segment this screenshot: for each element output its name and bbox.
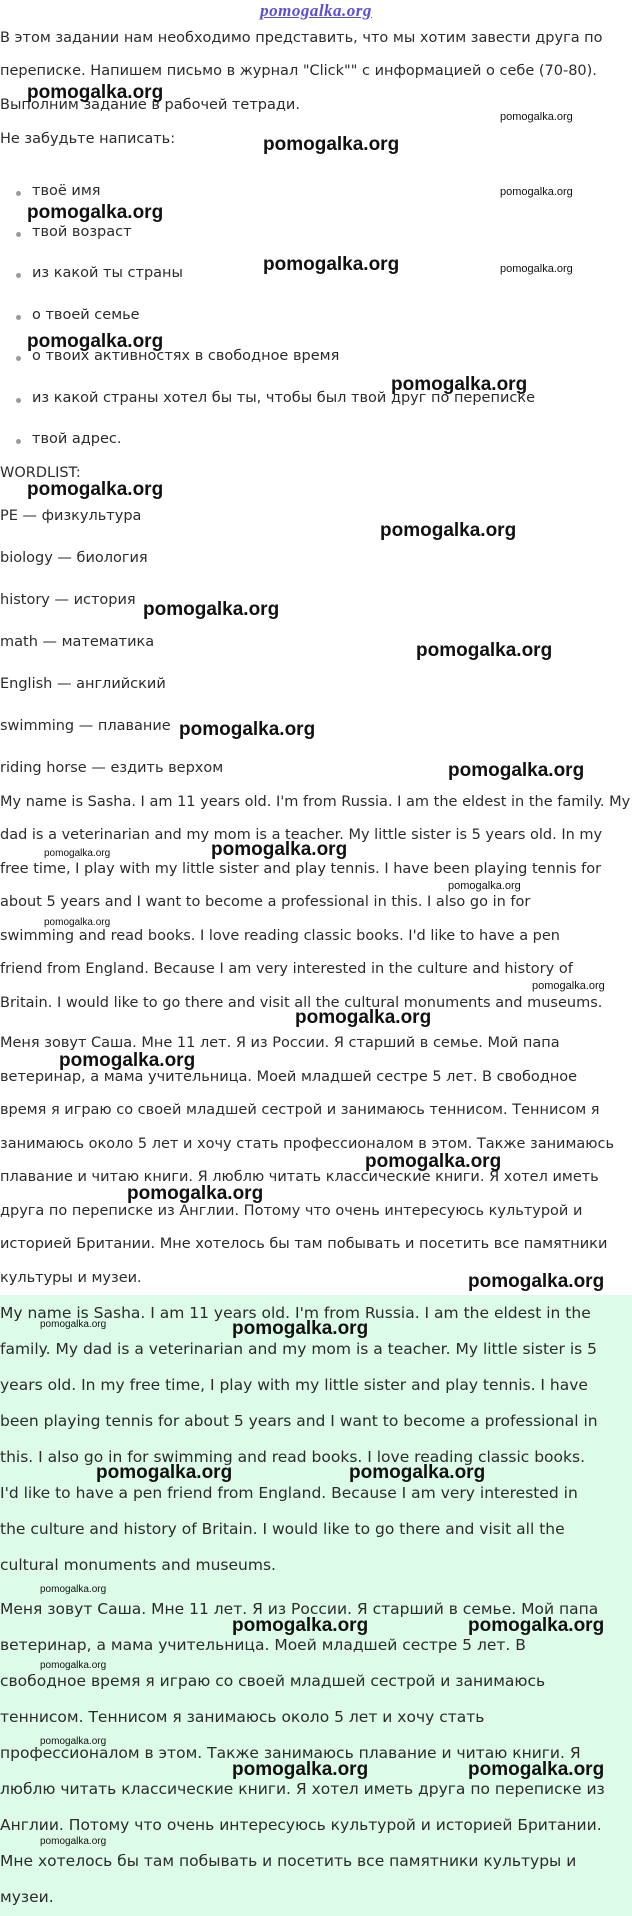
answer-russian-line: свободное время я играю со своей младшей сестрой и занимаюсь [0,1672,546,1690]
english-text-line: My name is Sasha. I am 11 years old. I'm from Russia. I am the eldest in the family. My [0,794,631,810]
bullet-dot [16,439,21,444]
bullet-dot [16,273,21,278]
watermark: pomogalka.org [500,111,573,123]
answer-russian-line: теннисом. Теннисом я занимаюсь около 5 лет и хочу стать [0,1708,485,1726]
watermark: pomogalka.org [27,82,164,103]
english-text-line: free time, I play with my little sister and play tennis. I have been playing tennis for [0,861,602,877]
watermark: pomogalka.org [143,599,280,620]
site-logo[interactable]: pomogalka.org [260,1,372,20]
watermark: pomogalka.org [44,848,111,859]
russian-text-line: занимаюсь около 5 лет и хочу стать профессионалом в этом. Также занимаюсь [0,1136,615,1152]
wordlist-item: riding horse — ездить верхом [0,760,224,776]
wordlist-item: swimming — плавание [0,718,171,734]
intro-line: В этом задании нам необходимо представить, что мы хотим завести друга по [0,30,603,46]
wordlist-item: PE — физкультура [0,508,142,524]
bullet-dot [16,232,21,237]
watermark: pomogalka.org [44,917,111,928]
answer-english-line: cultural monuments and museums. [0,1556,276,1574]
english-text-line: about 5 years and I want to become a professional in this. I also go in for [0,894,531,910]
english-text-line: swimming and read books. I love reading classic books. I'd like to have a pen [0,928,560,944]
russian-text-line: плавание и читаю книги. Я люблю читать классические книги. Я хотел иметь [0,1169,599,1185]
russian-text-line: ветеринар, а мама учительница. Моей младшей сестре 5 лет. В свободное [0,1069,578,1085]
watermark: pomogalka.org [232,1615,369,1636]
english-text-line: friend from England. Because I am very interested in the culture and history of [0,961,573,977]
wordlist-item: biology — биология [0,550,148,566]
wordlist-heading: WORDLIST: [0,465,81,481]
watermark: pomogalka.org [468,1615,605,1636]
russian-text-line: друга по переписке из Англии. Потому что очень интересуюсь культурой и [0,1203,583,1219]
watermark: pomogalka.org [27,202,164,223]
wordlist-item: math — математика [0,634,155,650]
english-text-line: Britain. I would like to go there and visit all the cultural monuments and museums. [0,995,603,1011]
watermark: pomogalka.org [96,1462,233,1483]
watermark: pomogalka.org [380,520,517,541]
watermark: pomogalka.org [211,839,348,860]
watermark: pomogalka.org [263,254,400,275]
watermark: pomogalka.org [40,1736,107,1747]
russian-text-line: время я играю со своей младшей сестрой и занимаюсь теннисом. Теннисом я [0,1102,600,1118]
answer-english-line: I'd like to have a pen friend from England. Because I am very interested in [0,1484,578,1502]
list-item-text: из какой ты страны [32,265,183,281]
list-item-text: твоё имя [32,183,101,199]
intro-line: Выполним задание в рабочей тетради. [0,97,300,113]
list-item-text: о твоей семье [32,307,140,323]
russian-text-line: Меня зовут Саша. Мне 11 лет. Я из России. Я старший в семье. Мой папа [0,1035,560,1051]
watermark: pomogalka.org [27,331,164,352]
watermark: pomogalka.org [349,1462,486,1483]
intro-heading: Не забудьте написать: [0,131,176,147]
watermark: pomogalka.org [468,1271,605,1292]
russian-text-line: культуры и музеи. [0,1270,142,1286]
list-item-text: твой возраст [32,224,132,240]
answer-english-line: this. I also go in for swimming and read books. I love reading classic books. [0,1448,585,1466]
answer-russian-line: ветеринар, а мама учительница. Моей младшей сестре 5 лет. В [0,1636,526,1654]
watermark: pomogalka.org [232,1759,369,1780]
answer-russian-line: Мне хотелось бы там побывать и посетить все памятники культуры и [0,1852,577,1870]
watermark: pomogalka.org [500,263,573,275]
watermark: pomogalka.org [448,880,521,892]
watermark: pomogalka.org [263,134,400,155]
answer-english-line: family. My dad is a veterinarian and my mom is a teacher. My little sister is 5 [0,1340,598,1358]
list-item-text: твой адрес. [32,431,122,447]
bullet-dot [16,398,21,403]
intro-line: переписке. Напишем письмо в журнал "Click"" с информацией о себе (70-80). [0,63,597,79]
answer-russian-line: Англии. Потому что очень интересуюсь культурой и историей Британии. [0,1816,602,1834]
watermark: pomogalka.org [295,1007,432,1028]
watermark: pomogalka.org [532,980,605,992]
watermark: pomogalka.org [391,374,528,395]
watermark: pomogalka.org [232,1318,369,1339]
list-item-text: о твоих активностях в свободное время [32,348,340,364]
bullet-dot [16,191,21,196]
answer-english-line: the culture and history of Britain. I would like to go there and visit all the [0,1520,565,1538]
wordlist-item: English — английский [0,676,166,692]
wordlist-item: history — история [0,592,136,608]
english-text-line: dad is a veterinarian and my mom is a teacher. My little sister is 5 years old. In my [0,827,603,843]
watermark: pomogalka.org [40,1836,107,1847]
answer-russian-line: Меня зовут Саша. Мне 11 лет. Я из России. Я старший в семье. Мой папа [0,1600,599,1618]
watermark: pomogalka.org [40,1660,107,1671]
watermark: pomogalka.org [27,479,164,500]
watermark: pomogalka.org [365,1151,502,1172]
list-item-text: из какой страны хотел бы ты, чтобы был твой друг по переписке [32,390,536,406]
watermark: pomogalka.org [468,1759,605,1780]
watermark: pomogalka.org [179,719,316,740]
answer-russian-line: музеи. [0,1888,54,1906]
watermark: pomogalka.org [448,760,585,781]
watermark: pomogalka.org [40,1584,107,1595]
answer-english-line: years old. In my free time, I play with my little sister and play tennis. I have [0,1376,588,1394]
watermark: pomogalka.org [500,186,573,198]
answer-russian-line: профессионалом в этом. Также занимаюсь плавание и читаю книги. Я [0,1744,581,1762]
watermark: pomogalka.org [40,1319,107,1330]
answer-russian-line: люблю читать классические книги. Я хотел иметь друга по переписке из [0,1780,605,1798]
watermark: pomogalka.org [127,1183,264,1204]
answer-english-line: been playing tennis for about 5 years and I want to become a professional in [0,1412,598,1430]
watermark: pomogalka.org [59,1050,196,1071]
watermark: pomogalka.org [416,640,553,661]
bullet-dot [16,315,21,320]
russian-text-line: историей Британии. Мне хотелось бы там побывать и посетить все памятники [0,1236,608,1252]
answer-english-line: My name is Sasha. I am 11 years old. I'm from Russia. I am the eldest in the [0,1304,591,1322]
bullet-dot [16,356,21,361]
